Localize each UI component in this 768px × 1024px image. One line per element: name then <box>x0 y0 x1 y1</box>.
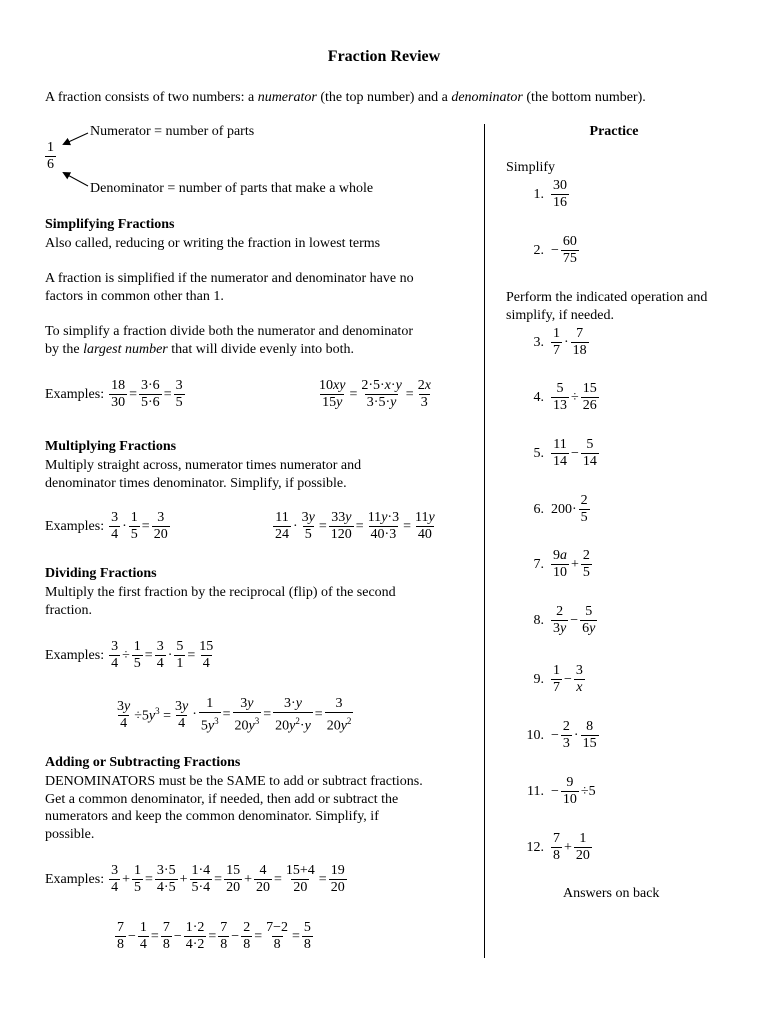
denominator-label: Denominator = number of parts that make a whole <box>90 181 374 196</box>
practice-item: 1. $\frac{30}{16}$ <box>533 178 567 210</box>
diagram-fraction: $\frac{1}{6}$ <box>47 140 54 172</box>
practice-item: 8. $\frac{2}{3y}$ − $\frac{5}{6y}$ <box>533 604 596 636</box>
practice-item: 7. $\frac{9a}{10}$ + $\frac{2}{5}$ <box>533 548 590 580</box>
adding-text: DENOMINATORS must be the SAME to add or subtract fractions. Get a common denominator, if needed, then add or subtract the numerators and keep the common denominator. Simplify, if possible. <box>45 774 423 842</box>
column-divider <box>484 124 485 958</box>
perform-label: Perform the indicated operation and simplify, if needed. <box>506 290 708 323</box>
practice-item: 10. − $\frac{2}{3}$ · $\frac{8}{15}$ <box>526 719 597 751</box>
adding-heading: Adding or Subtracting Fractions <box>45 755 241 770</box>
practice-item: 3. $\frac{1}{7}$ · $\frac{7}{18}$ <box>533 326 587 358</box>
divide-example-2: $\frac{3y}{4}$ $\div 5y^3$ = $\frac{3y}{4}$ · $\frac{1}{5y^3}$ = $\frac{3y}{20y^3}$ = $\frac{3\cdot y}{20y^2\cdot y}$ = $\frac{3}{20y^2}$ <box>117 696 352 734</box>
practice-item: 4. $\frac{5}{13}$ ÷ $\frac{15}{26}$ <box>533 381 597 413</box>
practice-item: 12. $\frac{7}{8}$ + $\frac{1}{20}$ <box>526 831 590 863</box>
simplifying-line1: Also called, reducing or writing the fraction in lowest terms <box>45 236 381 251</box>
intro-text: A fraction consists of two numbers: a numerator (the top number) and a denominator (the bottom number). <box>45 90 646 105</box>
dividing-text: Multiply the first fraction by the reciprocal (flip) of the second fraction. <box>45 585 396 618</box>
practice-item: 11. − $\frac{9}{10}$ ÷5 <box>527 775 596 807</box>
practice-item: 2. − $\frac{60}{75}$ <box>533 234 577 266</box>
multiply-example-1: Examples: $\frac{3}{4}$ · $\frac{1}{5}$ = $\frac{3}{20}$ <box>45 510 168 542</box>
subtract-example: $\frac{7}{8}$ − $\frac{1}{4}$ = $\frac{7}{8}$ − $\frac{1\cdot 2}{4\cdot 2}$ = $\frac{7}{8}$ − $\frac{2}{8}$ = $\frac{7-2}{8}$ = $\frac{5}{8}$ <box>117 920 311 952</box>
numerator-label: Numerator = number of parts <box>90 124 255 139</box>
simplify-example-2: $\frac{10xy}{15y}$ = $\frac{2\cdot 5\cdot x\cdot y}{3\cdot 5\cdot y}$ = $\frac{2x}{3}$ <box>319 378 431 410</box>
dividing-heading: Dividing Fractions <box>45 566 157 581</box>
answers-note: Answers on back <box>563 886 660 901</box>
multiplying-text: Multiply straight across, numerator times numerator and denominator times denominator. Simplify, if possible. <box>45 458 362 491</box>
simplifying-line2: A fraction is simplified if the numerator and denominator have no factors in common other than 1. <box>45 271 414 304</box>
practice-item: 5. $\frac{11}{14}$ − $\frac{5}{14}$ <box>533 437 597 469</box>
multiply-example-2: $\frac{11}{24}$ · $\frac{3y}{5}$ = $\frac{33y}{120}$ = $\frac{11y\cdot 3}{40\cdot 3}$ = $\frac{11y}{40}$ <box>275 510 435 542</box>
multiplying-heading: Multiplying Fractions <box>45 439 177 454</box>
practice-item: 9. $\frac{1}{7}$ − $\frac{3}{x}$ <box>533 663 583 695</box>
add-example-1: Examples: $\frac{3}{4}$ + $\frac{1}{5}$ = $\frac{3\cdot 5}{4\cdot 5}$ + $\frac{1\cdot 4}{5\cdot 4}$ = $\frac{15}{20}$ + $\frac{4}{20}$ = $\frac{15+4}{20}$ = $\frac{19}{20}$ <box>45 863 345 895</box>
simplifying-heading: Simplifying Fractions <box>45 217 175 232</box>
practice-heading: Practice <box>589 124 639 139</box>
simplify-label: Simplify <box>506 160 556 175</box>
page-title: Fraction Review <box>327 48 441 65</box>
practice-item: 6. 200· $\frac{2}{5}$ <box>533 493 588 525</box>
simplifying-line3: To simplify a fraction divide both the numerator and denominator by the largest number that will divide evenly into both. <box>45 324 413 357</box>
simplify-example-1: Examples: $\frac{18}{30}$ = $\frac{3\cdot 6}{5\cdot 6}$ = $\frac{3}{5}$ <box>45 378 183 410</box>
divide-example-1: Examples: $\frac{3}{4}$ ÷ $\frac{1}{5}$ = $\frac{3}{4}$ · $\frac{5}{1}$ = $\frac{15}{4}$ <box>45 639 214 671</box>
